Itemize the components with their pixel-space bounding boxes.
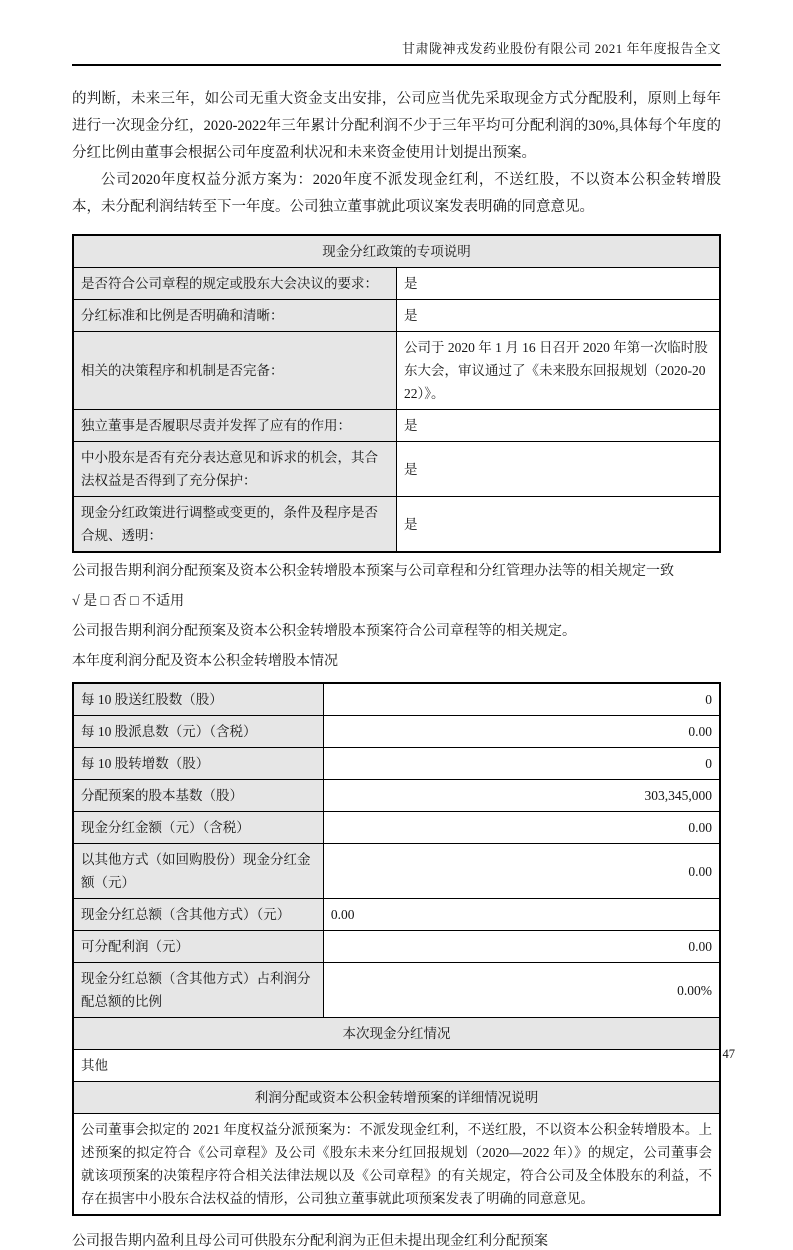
table-row — [73, 748, 720, 780]
row-value: 0.00 — [323, 931, 720, 963]
table-row — [73, 332, 720, 410]
row-value: 是 — [397, 442, 721, 497]
statement-consistency: 公司报告期利润分配预案及资本公积金转增股本预案与公司章程和分红管理办法等的相关规定一致 — [72, 564, 674, 579]
table-row — [73, 963, 720, 1018]
row-label: 分配预案的股本基数（股） — [73, 780, 323, 812]
table-row — [73, 497, 720, 553]
row-value: 0.00 — [323, 844, 720, 899]
row-label: 每 10 股转增数（股） — [73, 748, 323, 780]
table-row — [73, 683, 720, 716]
row-value: 0.00% — [323, 963, 720, 1018]
row-label: 分红标准和比例是否明确和清晰： — [73, 300, 397, 332]
page-number: 47 — [722, 1047, 735, 1061]
table-row — [73, 1050, 720, 1082]
table-row — [73, 300, 720, 332]
section-header: 本次现金分红情况 — [73, 1018, 720, 1050]
row-value: 是 — [397, 268, 721, 300]
row-value: 0.00 — [323, 716, 720, 748]
table-row — [73, 780, 720, 812]
row-label: 独立董事是否履职尽责并发挥了应有的作用： — [73, 410, 397, 442]
row-label: 每 10 股派息数（元）（含税） — [73, 716, 323, 748]
section-header-row — [73, 1082, 720, 1114]
profit-distribution-table — [72, 682, 721, 1216]
page-header: 甘肃陇神戎发药业股份有限公司 2021 年年度报告全文 — [72, 38, 721, 66]
row-label: 现金分红政策进行调整或变更的，条件及程序是否合规、透明： — [73, 497, 397, 553]
row-value: 0.00 — [323, 812, 720, 844]
cash-dividend-policy-table — [72, 234, 721, 553]
section-header: 利润分配或资本公积金转增预案的详细情况说明 — [73, 1082, 720, 1114]
row-value: 是 — [397, 300, 721, 332]
row-label: 现金分红总额（含其他方式）占利润分配总额的比例 — [73, 963, 323, 1018]
row-label: 每 10 股送红股数（股） — [73, 683, 323, 716]
row-value: 303,345,000 — [323, 780, 720, 812]
table-row — [73, 812, 720, 844]
table-title: 现金分红政策的专项说明 — [73, 235, 720, 268]
table-row — [73, 410, 720, 442]
table-row — [73, 716, 720, 748]
table-title-row — [73, 235, 720, 268]
row-value: 是 — [397, 410, 721, 442]
paragraph-2020-plan: 公司2020年度权益分派方案为：2020年度不派发现金红利，不送红股，不以资本公积金转增股本，未分配利润结转至下一年度。公司独立董事就此项议案发表明确的同意意见。 — [72, 172, 721, 215]
row-label: 中小股东是否有充分表达意见和诉求的机会，其合法权益是否得到了充分保护： — [73, 442, 397, 497]
row-label: 相关的决策程序和机制是否完备： — [73, 332, 397, 410]
row-label: 以其他方式（如回购股份）现金分红金额（元） — [73, 844, 323, 899]
detail-explanation-cell: 公司董事会拟定的 2021 年度权益分派预案为：不派发现金红利，不送红股，不以资本公积金转增股本。上述预案的拟定符合《公司章程》及公司《股东未来分红回报规划（2020—2022 年）》的规定，公司董事会就该项预案的决策程序符合相关法律法规以及《公司章程》的有关规定，符合公司及全体股东的利益，不存在损害中小股东合法权益的情形，公司独立董事就此项预案发表了明确的同意意见。 — [73, 1114, 720, 1216]
table-row — [73, 844, 720, 899]
statement-compliance: 公司报告期利润分配预案及资本公积金转增股本预案符合公司章程等的相关规定。 — [72, 624, 576, 639]
row-label: 可分配利润（元） — [73, 931, 323, 963]
checkbox-line: √ 是 □ 否 □ 不适用 — [72, 594, 185, 609]
footer-note: 公司报告期内盈利且母公司可供股东分配利润为正但未提出现金红利分配预案 — [72, 1234, 548, 1249]
table-row — [73, 268, 720, 300]
row-label: 现金分红金额（元）（含税） — [73, 812, 323, 844]
row-value: 0 — [323, 683, 720, 716]
other-cell: 其他 — [73, 1050, 720, 1082]
table-row — [73, 1114, 720, 1216]
row-value: 是 — [397, 497, 721, 553]
section-caption-distribution: 本年度利润分配及资本公积金转增股本情况 — [72, 654, 338, 669]
row-label: 是否符合公司章程的规定或股东大会决议的要求： — [73, 268, 397, 300]
section-header-row — [73, 1018, 720, 1050]
table-row — [73, 931, 720, 963]
row-label: 现金分红总额（含其他方式）（元） — [73, 899, 323, 931]
table-row — [73, 442, 720, 497]
row-value: 公司于 2020 年 1 月 16 日召开 2020 年第一次临时股东大会，审议通过了《未来股东回报规划（2020-2022）》。 — [397, 332, 721, 410]
paragraph-dividend-policy: 的判断，未来三年，如公司无重大资金支出安排，公司应当优先采取现金方式分配股利，原则上每年进行一次现金分红，2020-2022年三年累计分配利润不少于三年平均可分配利润的30%,具体每个年度的分红比例由董事会根据公司年度盈利状况和未来资金使用计划提出预案。 — [72, 91, 721, 161]
row-value: 0 — [323, 748, 720, 780]
table-row — [73, 899, 720, 931]
row-value: 0.00 — [323, 899, 720, 931]
